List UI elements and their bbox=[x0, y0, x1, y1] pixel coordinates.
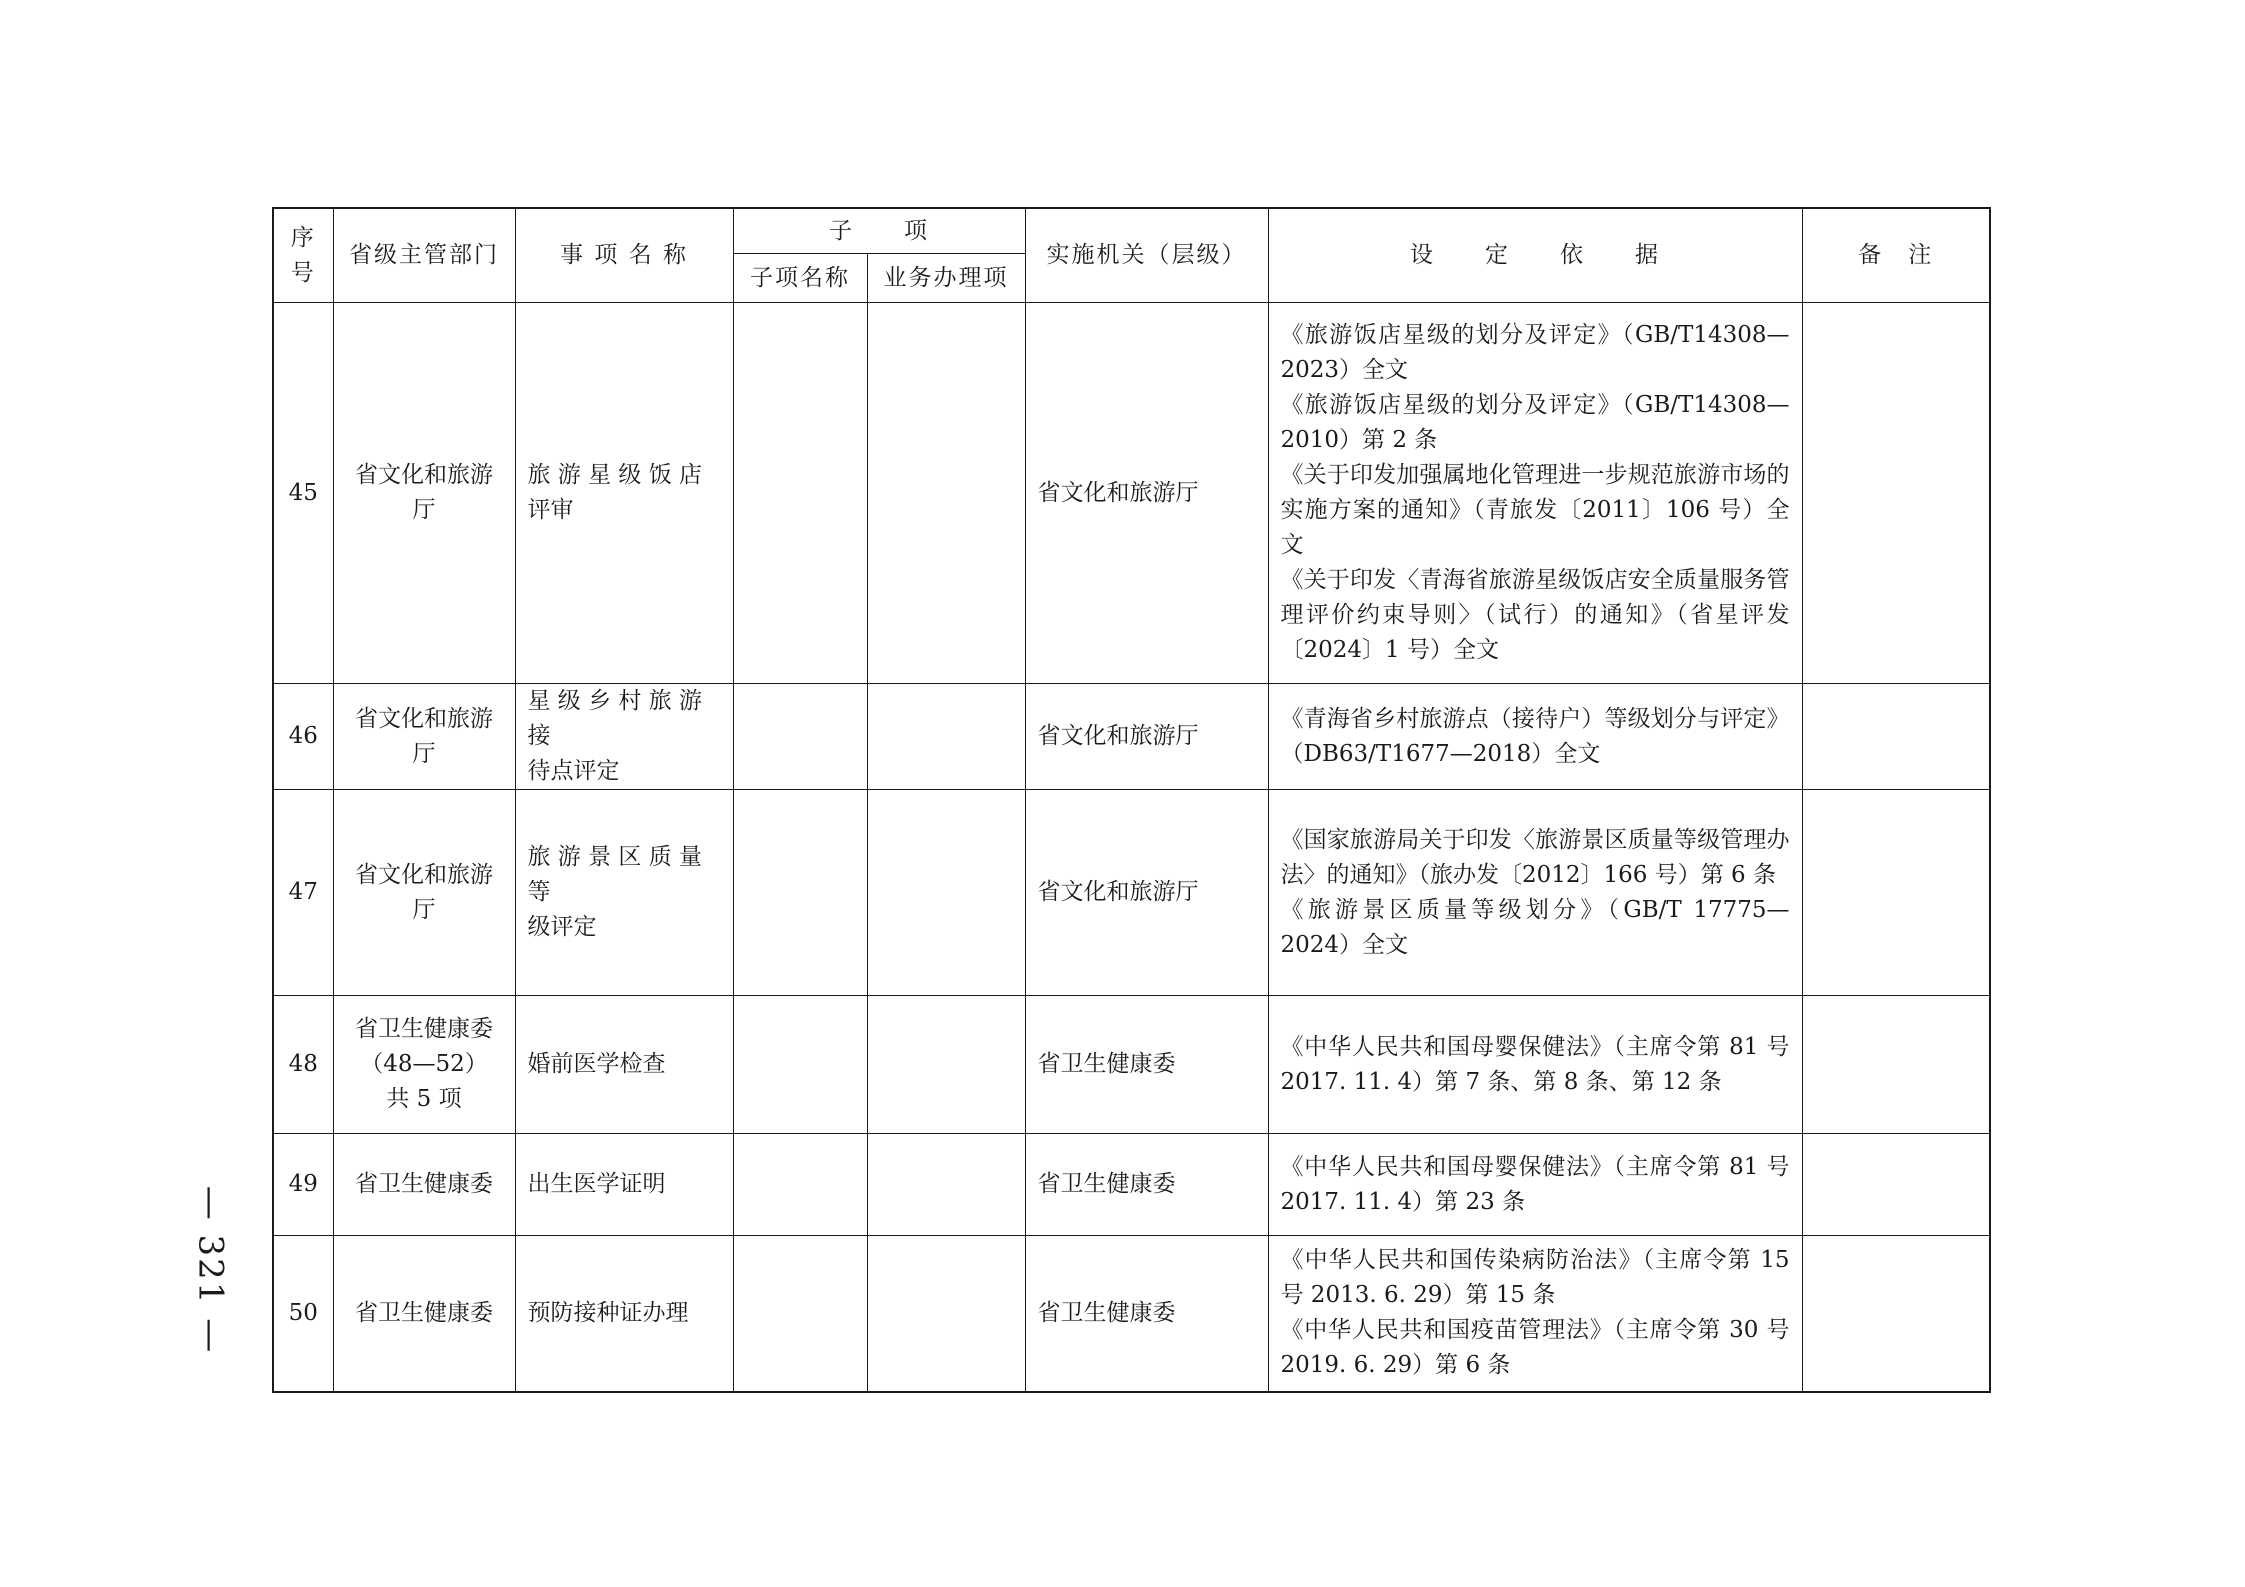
cell-sub-operation bbox=[867, 790, 1025, 996]
cell-basis bbox=[1268, 684, 1802, 790]
dept-line: （48—52） bbox=[360, 1051, 488, 1077]
dept-line: 省卫生健康委 bbox=[355, 1016, 493, 1042]
cell-sub-name bbox=[733, 303, 867, 684]
cell-sub-operation bbox=[867, 1134, 1025, 1236]
cell-org: 省卫生健康委 bbox=[1025, 996, 1268, 1134]
header-sub-items: 子 项 bbox=[733, 208, 1025, 254]
item-name-line: 旅 游 景 区 质 量 等 bbox=[527, 844, 703, 905]
cell-sub-operation bbox=[867, 1236, 1025, 1392]
header-basis: 设 定 依 据 bbox=[1268, 208, 1802, 303]
cell-basis bbox=[1268, 790, 1802, 996]
basis-paragraph: 《国家旅游局关于印发〈旅游景区质量等级管理办法〉的通知》（旅办发〔2012〕166 号）第 6 条 bbox=[1280, 826, 1790, 888]
cell-org: 省文化和旅游厅 bbox=[1025, 684, 1268, 790]
cell-no: 49 bbox=[273, 1134, 333, 1236]
header-no: 序号 bbox=[273, 208, 333, 303]
item-name-line: 预防接种证办理 bbox=[527, 1299, 689, 1326]
dept-line: 省文化和旅游厅 bbox=[355, 861, 493, 923]
basis-paragraph: 《中华人民共和国母婴保健法》（主席令第 81 号 2017. 11. 4）第 7 条、第 8 条、第 12 条 bbox=[1280, 1033, 1790, 1095]
item-name-line: 星 级 乡 村 旅 游 接 bbox=[527, 688, 703, 749]
dept-line: 省卫生健康委 bbox=[355, 1299, 493, 1326]
basis-paragraph: 《青海省乡村旅游点（接待户）等级划分与评定》（DB63/T1677—2018）全文 bbox=[1280, 705, 1790, 767]
basis-paragraph: 《关于印发加强属地化管理进一步规范旅游市场的实施方案的通知》（青旅发〔2011〕106 号）全文 bbox=[1280, 462, 1790, 558]
cell-dept bbox=[333, 790, 515, 996]
table-header bbox=[273, 208, 1990, 303]
cell-sub-name bbox=[733, 790, 867, 996]
cell-basis bbox=[1268, 996, 1802, 1134]
cell-sub-operation bbox=[867, 303, 1025, 684]
cell-no: 47 bbox=[273, 790, 333, 996]
basis-paragraph: 《中华人民共和国母婴保健法》（主席令第 81 号 2017. 11. 4）第 23 条 bbox=[1280, 1153, 1790, 1215]
cell-org: 省卫生健康委 bbox=[1025, 1134, 1268, 1236]
cell-sub-name bbox=[733, 1236, 867, 1392]
cell-dept bbox=[333, 303, 515, 684]
cell-dept bbox=[333, 1134, 515, 1236]
cell-org: 省文化和旅游厅 bbox=[1025, 303, 1268, 684]
table-row bbox=[273, 303, 1990, 684]
item-name-line: 级评定 bbox=[527, 914, 597, 940]
cell-sub-operation bbox=[867, 996, 1025, 1134]
header-sub-operation: 业务办理项 bbox=[867, 254, 1025, 303]
cell-org: 省文化和旅游厅 bbox=[1025, 790, 1268, 996]
cell-dept bbox=[333, 1236, 515, 1392]
header-item-name: 事 项 名 称 bbox=[515, 208, 733, 303]
header-remark: 备 注 bbox=[1802, 208, 1990, 303]
table-row bbox=[273, 684, 1990, 790]
basis-paragraph: 《旅游饭店星级的划分及评定》（GB/T14308—2023）全文 bbox=[1280, 322, 1790, 383]
cell-sub-name bbox=[733, 996, 867, 1134]
cell-no: 50 bbox=[273, 1236, 333, 1392]
cell-dept bbox=[333, 996, 515, 1134]
cell-basis bbox=[1268, 1236, 1802, 1392]
dept-line: 省文化和旅游厅 bbox=[355, 462, 493, 523]
cell-sub-name bbox=[733, 1134, 867, 1236]
item-name-line: 待点评定 bbox=[527, 758, 620, 784]
header-sub-name: 子项名称 bbox=[733, 254, 867, 303]
cell-no: 48 bbox=[273, 996, 333, 1134]
cell-remark bbox=[1802, 1134, 1990, 1236]
cell-item-name bbox=[515, 790, 733, 996]
cell-remark bbox=[1802, 303, 1990, 684]
dept-line: 共 5 项 bbox=[386, 1086, 462, 1112]
page-number-text: — 321 — bbox=[190, 1185, 231, 1355]
basis-paragraph: 《旅游饭店星级的划分及评定》（GB/T14308—2010）第 2 条 bbox=[1280, 392, 1790, 453]
page-number bbox=[180, 1180, 240, 1360]
basis-paragraph: 《中华人民共和国传染病防治法》（主席令第 15 号 2013. 6. 29）第 15 条 bbox=[1280, 1247, 1790, 1309]
cell-sub-operation bbox=[867, 684, 1025, 790]
cell-basis bbox=[1268, 303, 1802, 684]
table-row bbox=[273, 996, 1990, 1134]
header-dept: 省级主管部门 bbox=[333, 208, 515, 303]
cell-no: 45 bbox=[273, 303, 333, 684]
item-name-line: 出生医学证明 bbox=[527, 1171, 666, 1197]
basis-paragraph: 《关于印发〈青海省旅游星级饭店安全质量服务管理评价约束导则〉（试行）的通知》（省星评发〔2024〕1 号）全文 bbox=[1280, 567, 1790, 663]
item-name-line: 婚前医学检查 bbox=[527, 1051, 666, 1077]
table-row bbox=[273, 790, 1990, 996]
basis-paragraph: 《旅游景区质量等级划分》（GB/T 17775—2024）全文 bbox=[1280, 896, 1790, 958]
basis-paragraph: 《中华人民共和国疫苗管理法》（主席令第 30 号 2019. 6. 29）第 6 条 bbox=[1280, 1317, 1790, 1379]
item-name-line: 评审 bbox=[527, 497, 574, 523]
cell-remark bbox=[1802, 790, 1990, 996]
table-row bbox=[273, 1236, 1990, 1392]
header-org: 实施机关（层级） bbox=[1025, 208, 1268, 303]
cell-item-name bbox=[515, 996, 733, 1134]
cell-dept bbox=[333, 684, 515, 790]
dept-line: 省卫生健康委 bbox=[355, 1171, 493, 1197]
cell-remark bbox=[1802, 996, 1990, 1134]
cell-remark bbox=[1802, 684, 1990, 790]
table-body bbox=[273, 303, 1990, 1392]
cell-basis bbox=[1268, 1134, 1802, 1236]
cell-sub-name bbox=[733, 684, 867, 790]
cell-item-name bbox=[515, 684, 733, 790]
cell-item-name bbox=[515, 303, 733, 684]
cell-no: 46 bbox=[273, 684, 333, 790]
item-name-line: 旅 游 星 级 饭 店 bbox=[527, 462, 703, 488]
cell-item-name bbox=[515, 1134, 733, 1236]
dept-line: 省文化和旅游厅 bbox=[355, 705, 493, 767]
cell-item-name bbox=[515, 1236, 733, 1392]
cell-remark bbox=[1802, 1236, 1990, 1392]
cell-org: 省卫生健康委 bbox=[1025, 1236, 1268, 1392]
table-row bbox=[273, 1134, 1990, 1236]
items-table bbox=[272, 207, 1991, 1393]
